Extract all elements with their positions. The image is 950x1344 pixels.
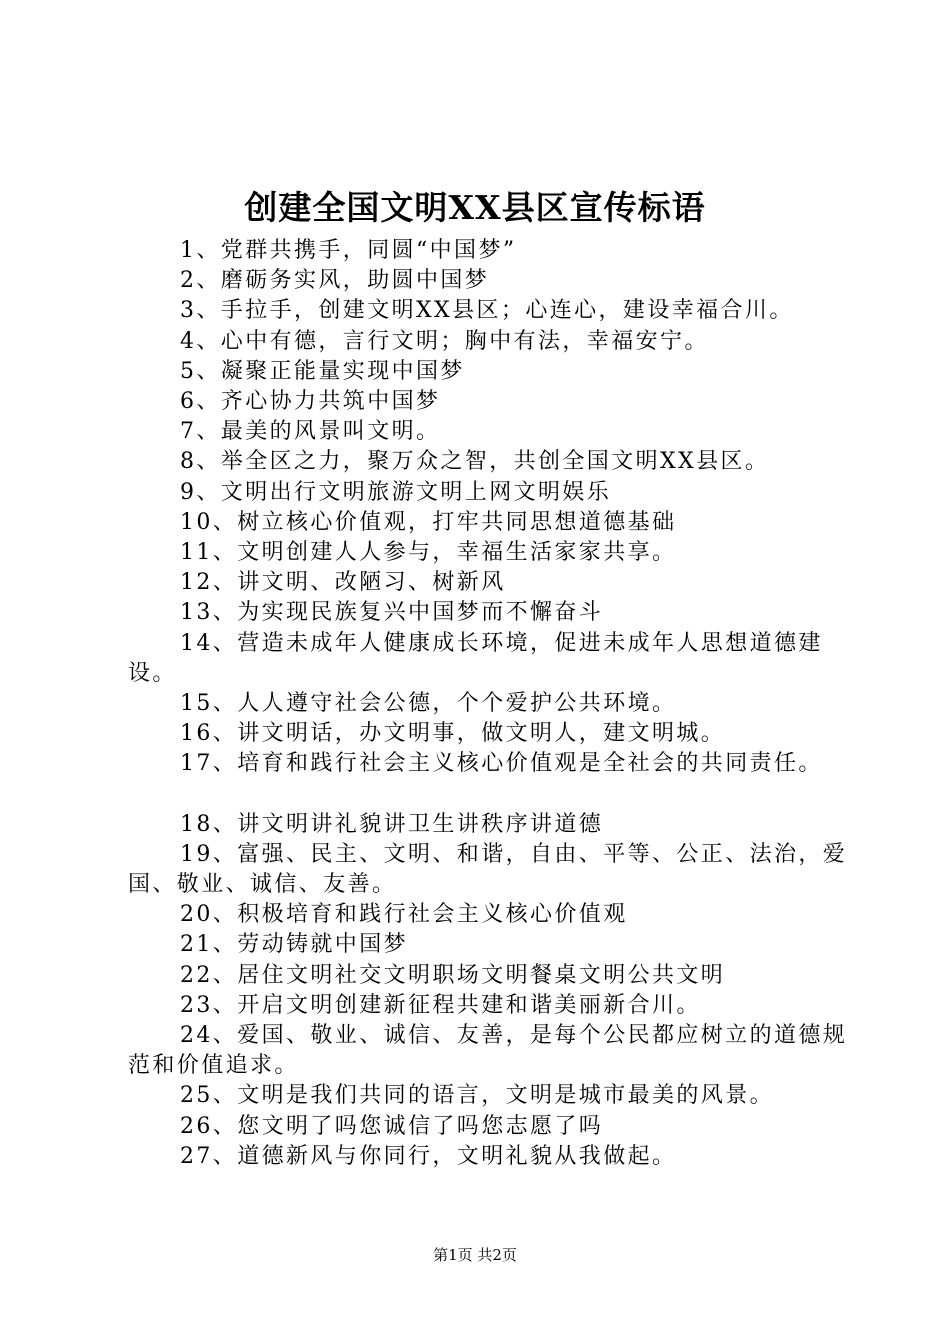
slogan-item: 18、讲文明讲礼貌讲卫生讲秩序讲道德 xyxy=(180,811,604,837)
slogan-item: 20、积极培育和践行社会主义核心价值观 xyxy=(180,902,628,928)
slogan-item: 12、讲文明、改陋习、树新风 xyxy=(180,570,506,596)
slogan-item: 5、凝聚正能量实现中国梦 xyxy=(180,358,465,384)
slogan-item: 8、举全区之力，聚万众之智，共创全国文明XX县区。 xyxy=(180,449,770,475)
slogan-item: 25、文明是我们共同的语言，文明是城市最美的风景。 xyxy=(180,1083,774,1109)
slogan-item: 4、心中有德，言行文明；胸中有法，幸福安宁。 xyxy=(180,328,709,354)
slogan-item: 16、讲文明话，办文明事，做文明人，建文明城。 xyxy=(180,721,726,747)
slogan-item: 24、爱国、敬业、诚信、友善，是每个公民都应树立的道德规范和价值追求。 xyxy=(128,1023,848,1079)
slogan-item: 3、手拉手，创建文明XX县区；心连心，建设幸福合川。 xyxy=(180,298,794,324)
slogan-item: 23、开启文明创建新征程共建和谐美丽新合川。 xyxy=(180,992,701,1018)
slogan-item: 14、营造未成年人健康成长环境，促进未成年人思想道德建设。 xyxy=(128,630,823,686)
slogan-item: 11、文明创建人人参与，幸福生活家家共享。 xyxy=(180,540,677,566)
slogan-list xyxy=(128,236,848,1172)
slogan-item: 6、齐心协力共筑中国梦 xyxy=(180,389,441,415)
slogan-item: 7、最美的风景叫文明。 xyxy=(180,419,441,445)
slogan-item: 19、富强、民主、文明、和谐，自由、平等、公正、法治，爱国、敬业、诚信、友善。 xyxy=(128,841,848,898)
slogan-item: 27、道德新风与你同行，文明礼貌从我做起。 xyxy=(180,1143,677,1169)
slogan-item: 15、人人遵守社会公德，个个爱护公共环境。 xyxy=(180,691,677,717)
slogan-item: 22、居住文明社交文明职场文明餐桌文明公共文明 xyxy=(180,962,726,988)
page-footer: 第1页 共2页 xyxy=(433,1246,517,1264)
slogan-item: 2、磨砺务实风，助圆中国梦 xyxy=(180,268,490,294)
document-title: 创建全国文明XX县区宣传标语 xyxy=(244,188,706,227)
slogan-item: 10、树立核心价值观，打牢共同思想道德基础 xyxy=(180,509,677,535)
slogan-item: 1、党群共携手，同圆“中国梦” xyxy=(180,238,517,263)
slogan-item: 21、劳动铸就中国梦 xyxy=(180,932,408,958)
slogan-item: 17、培育和践行社会主义核心价值观是全社会的共同责任。 xyxy=(180,751,823,777)
slogan-item: 13、为实现民族复兴中国梦而不懈奋斗 xyxy=(180,600,604,626)
slogan-item: 26、您文明了吗您诚信了吗您志愿了吗 xyxy=(180,1113,604,1139)
slogan-item: 9、文明出行文明旅游文明上网文明娱乐 xyxy=(180,479,612,505)
